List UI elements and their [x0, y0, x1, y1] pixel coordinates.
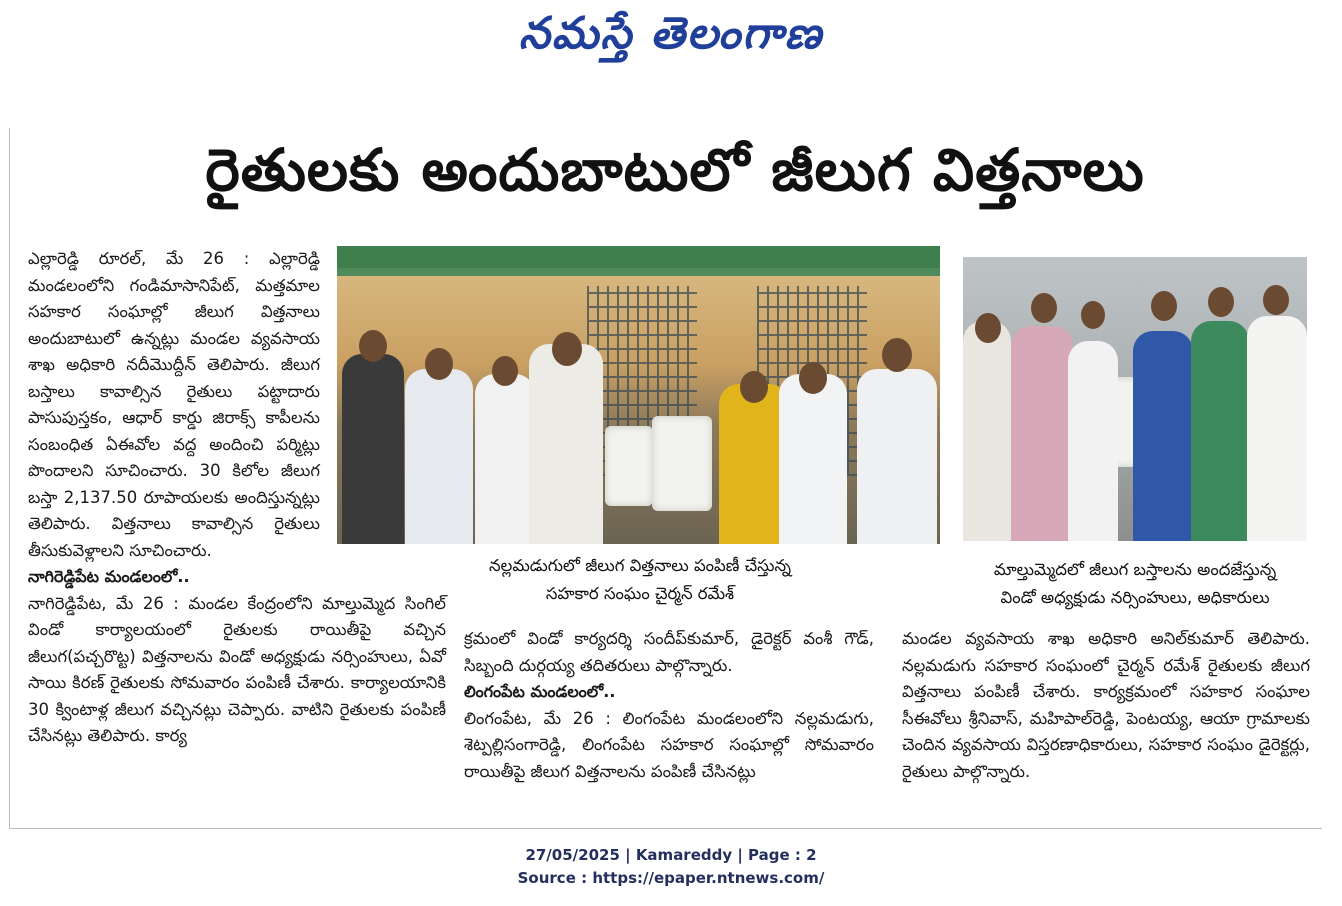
article-paragraph: నాగిరెడ్డిపేట, మే 26 : మండల కేంద్రంలోని మాల్తుమ్మెద సింగిల్ విండో కార్యాలయంలో రైతులకు రాయితీపై వచ్చిన జీలుగ(పచ్చరొట్ట) విత్తనాలను విండో అధ్యక్షుడు నర్సింహులు, ఏవో సాయి కిరణ్ రైతులకు సోమవారం పంపిణీ చేశారు. కార్యాలయానికి 30 క్వింటాళ్ల జీలుగ వచ్చినట్లు చెప్పారు. వాటిని రైతులకు పంపిణీ చేసినట్లు తెలిపారు. కార్య [28, 593, 446, 745]
photo-caption-main [400, 552, 880, 608]
article-paragraph: లింగంపేట, మే 26 : లింగంపేట మండలంలోని నల్లమడుగు, శెట్పల్లిసంగారెడ్డి, లింగంపేట సహకార సంఘాల్లో సోమవారం రాయితీపై జీలుగ విత్తనాలను పంపిణీ చేసినట్లు [464, 708, 874, 781]
photo-caption-side [960, 556, 1310, 612]
caption-line: సహకార సంఘం చైర్మన్ రమేశ్ [545, 584, 735, 603]
article-paragraph: మండల వ్యవసాయ శాఖ అధికారి అనిల్‌కుమార్ తెలిపారు. నల్లమడుగు సహకార సంఘంలో చైర్మన్ రమేశ్ రైతులకు జీలుగ విత్తనాలు పంపిణీ చేశారు. కార్యక్రమంలో సహకార సంఘాల సీఈవోలు శ్రీనివాస్, మహిపాల్‌రెడ్డి, పెంటయ్య, ఆయా గ్రామాలకు చెందిన వ్యవసాయ విస్తరణాధికారులు, సహకార సంఘం డైరెక్టర్లు, రైతులు పాల్గొన్నారు. [902, 629, 1310, 781]
footer-date-edition: 27/05/2025 | Kamareddy | Page : 2 [525, 846, 817, 864]
photo-seed-distribution-nallamadugu [337, 246, 940, 544]
footer-source-link[interactable]: Source : https://epaper.ntnews.com/ [517, 869, 825, 887]
photo-seed-distribution-malthummeda [963, 257, 1307, 541]
article-subheading: నాగిరెడ్డిపేట మండలంలో.. [28, 567, 190, 586]
article-paragraph: క్రమంలో విండో కార్యదర్శి సందీప్‌కుమార్, డైరెక్టర్ వంశీ గౌడ్, సిబ్బంది దుర్గయ్య తదితరులు పాల్గొన్నారు. [464, 629, 874, 675]
caption-line: విండో అధ్యక్షుడు నర్సింహులు, అధికారులు [1000, 588, 1270, 607]
article-column-right [902, 626, 1310, 785]
caption-line: నల్లమడుగులో జీలుగ విత్తనాలు పంపిణీ చేస్తున్న [489, 556, 791, 575]
article-paragraph: ఎల్లారెడ్డి రూరల్, మే 26 : ఎల్లారెడ్డి మండలంలోని గండిమాసానిపేట్, మత్తమాల సహకార సంఘాల్లో జీలుగ విత్తనాలు అందుబాటులో ఉన్నట్లు మండల వ్యవసాయ శాఖ అధికారి నదీమొద్దీన్ తెలిపారు. జీలుగ బస్తాలు కావాల్సిన రైతులు పట్టాదారు పాసుపుస్తకం, ఆధార్ కార్డు జిరాక్స్ కాపీలను సంబంధిత ఏఈవోల వద్ద అందించి పర్మిట్లు పొందాలని సూచించారు. 30 కిలోల జీలుగ బస్తా 2,137.50 రూపాయలకు అందిస్తున్నట్లు తెలిపారు. విత్తనాలు కావాల్సిన రైతులు తీసుకువెళ్లాలని సూచించారు. [28, 249, 320, 560]
article-column-middle [464, 626, 874, 785]
article-column-left [28, 246, 446, 750]
masthead-logo: నమస్తే తెలంగాణ [518, 8, 824, 59]
caption-line: మాల్తుమ్మెదలో జీలుగ బస్తాలను అందజేస్తున్న [993, 560, 1277, 579]
article-subheading: లింగంపేట మండలంలో.. [464, 682, 616, 701]
article-headline: రైతులకు అందుబాటులో జీలుగ విత్తనాలు [205, 136, 1145, 204]
